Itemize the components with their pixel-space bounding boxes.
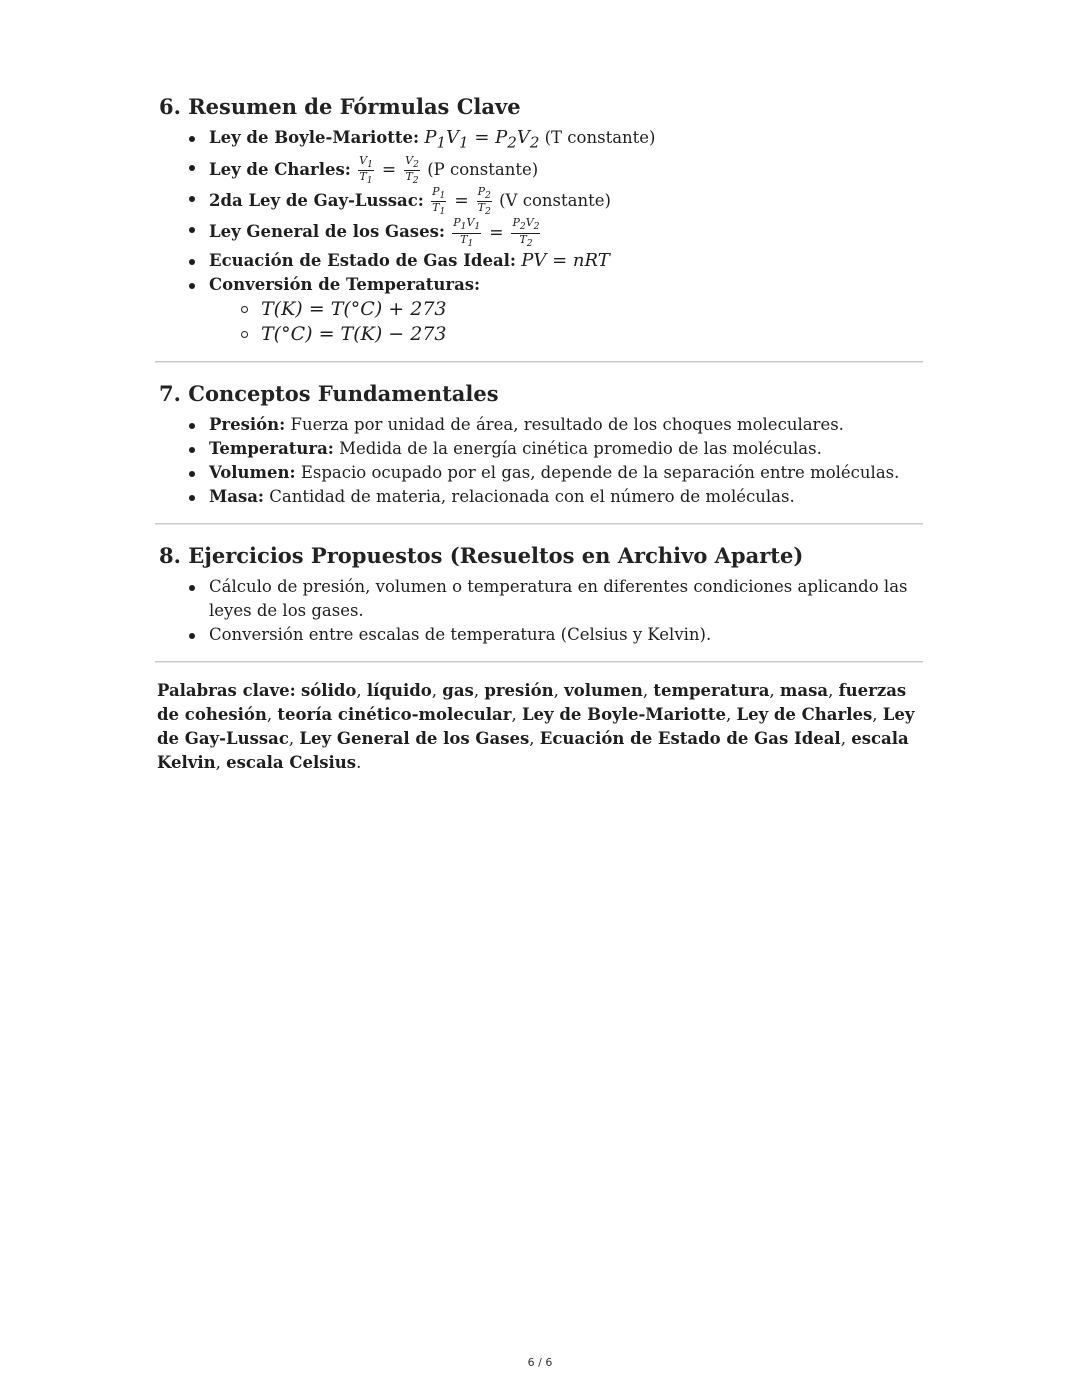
conversion-sublist <box>209 297 923 347</box>
divider <box>155 523 923 525</box>
exercises-list <box>157 575 923 647</box>
list-item: Volumen: Espacio ocupado por el gas, depende de la separación entre moléculas. <box>209 461 923 485</box>
keyword-term: temperatura <box>653 680 770 700</box>
list-item-charles: Ley de Charles: $\frac{V_1}{T_1}$ = $\frac{V_2}{T_2}$ (P constante) <box>209 155 923 186</box>
list-item-boyle: Ley de Boyle-Mariotte: $P_1V_1 = P_2V_2$ (T constante) <box>209 126 923 155</box>
keyword-term: líquido <box>366 680 432 700</box>
sublist-item: T(K) = T(°C) + 273 <box>261 297 923 322</box>
keyword-term: gas <box>442 680 474 700</box>
keyword-term: masa <box>779 680 829 700</box>
keyword-term: volumen <box>564 680 643 700</box>
formula-boyle: $P_1V_1 = P_2V_2$ <box>424 127 540 152</box>
list-item-temperature-conversion: Conversión de Temperaturas: T(K) = T(°C) + 273 T(°C) = T(K) − 273 <box>209 273 923 347</box>
divider <box>155 361 923 363</box>
page-number: 6 / 6 <box>527 1356 553 1369</box>
keyword-term: Ley de Gay-Lussac <box>157 704 915 748</box>
formulas-list <box>157 126 923 347</box>
section-7-heading: 7. Conceptos Fundamentales <box>159 380 499 406</box>
list-item-ideal-gas: Ecuación de Estado de Gas Ideal: PV = nRT <box>209 249 923 273</box>
section-6-heading: 6. Resumen de Fórmulas Clave <box>159 94 521 119</box>
formula-general-law: $\frac{P_1V_1}{T_1}$ = $\frac{P_2V_2}{T_2}$ <box>453 216 540 249</box>
keywords-paragraph: Palabras clave: sólido, líquido, gas, presión, volumen, temperatura, masa, fuerzas de cohesión, teoría cinético-molecular, Ley de Boyle-Mariotte, Ley de Charles, Ley de Gay-Lussac, Ley General de los Gases, Ecuación de Estado de Gas Ideal, escala Kelvin, escala Celsius. <box>157 680 915 772</box>
document-page <box>157 92 923 775</box>
sublist-item: T(°C) = T(K) − 273 <box>261 322 923 347</box>
keywords-terms: sólido, líquido, gas, presión, volumen, temperatura, masa, fuerzas de cohesión, teoría cinético-molecular, Ley de Boyle-Mariotte, Ley de Charles, Ley de Gay-Lussac, Ley General de los Gases, Ecuación de Estado de Gas Ideal, escala Kelvin, escala Celsius. <box>157 680 915 772</box>
keyword-term: sólido <box>301 680 357 700</box>
concepts-list <box>157 413 923 509</box>
formula-ideal-gas: PV = nRT <box>521 249 610 271</box>
keyword-term: escala Kelvin <box>157 728 909 772</box>
list-item: Conversión entre escalas de temperatura (Celsius y Kelvin). <box>209 623 923 647</box>
section-8-heading: 8. Ejercicios Propuestos (Resueltos en Archivo Aparte) <box>159 542 804 568</box>
divider <box>155 661 923 663</box>
formula-gay-lussac: $\frac{P_1}{T_1}$ = $\frac{P_2}{T_2}$ <box>432 184 491 218</box>
keyword-term: Ley de Boyle-Mariotte <box>521 704 726 724</box>
list-item: Masa: Cantidad de materia, relacionada con el número de moléculas. <box>209 485 923 509</box>
list-item-general-law: Ley General de los Gases: $\frac{P_1V_1}{T_1}$ = $\frac{P_2V_2}{T_2}$ <box>209 217 923 248</box>
list-item: Temperatura: Medida de la energía cinética promedio de las moléculas. <box>209 437 923 461</box>
list-item: Presión: Fuerza por unidad de área, resultado de los choques moleculares. <box>209 413 923 437</box>
keyword-term: teoría cinético-molecular <box>277 704 512 724</box>
keyword-term: Ley General de los Gases <box>299 728 530 748</box>
list-item: Cálculo de presión, volumen o temperatura en diferentes condiciones aplicando las leyes de los gases. <box>209 575 923 623</box>
keyword-term: Ley de Charles <box>736 704 873 724</box>
keyword-term: fuerzas de cohesión <box>157 680 907 724</box>
keyword-term: presión <box>484 680 554 700</box>
formula-charles: $\frac{V_1}{T_1}$ = $\frac{V_2}{T_2}$ <box>359 153 419 186</box>
keyword-term: escala Celsius <box>226 752 357 772</box>
keyword-term: Ecuación de Estado de Gas Ideal <box>539 728 841 748</box>
list-item-gay-lussac: 2da Ley de Gay-Lussac: $\frac{P_1}{T_1}$ = $\frac{P_2}{T_2}$ (V constante) <box>209 186 923 217</box>
